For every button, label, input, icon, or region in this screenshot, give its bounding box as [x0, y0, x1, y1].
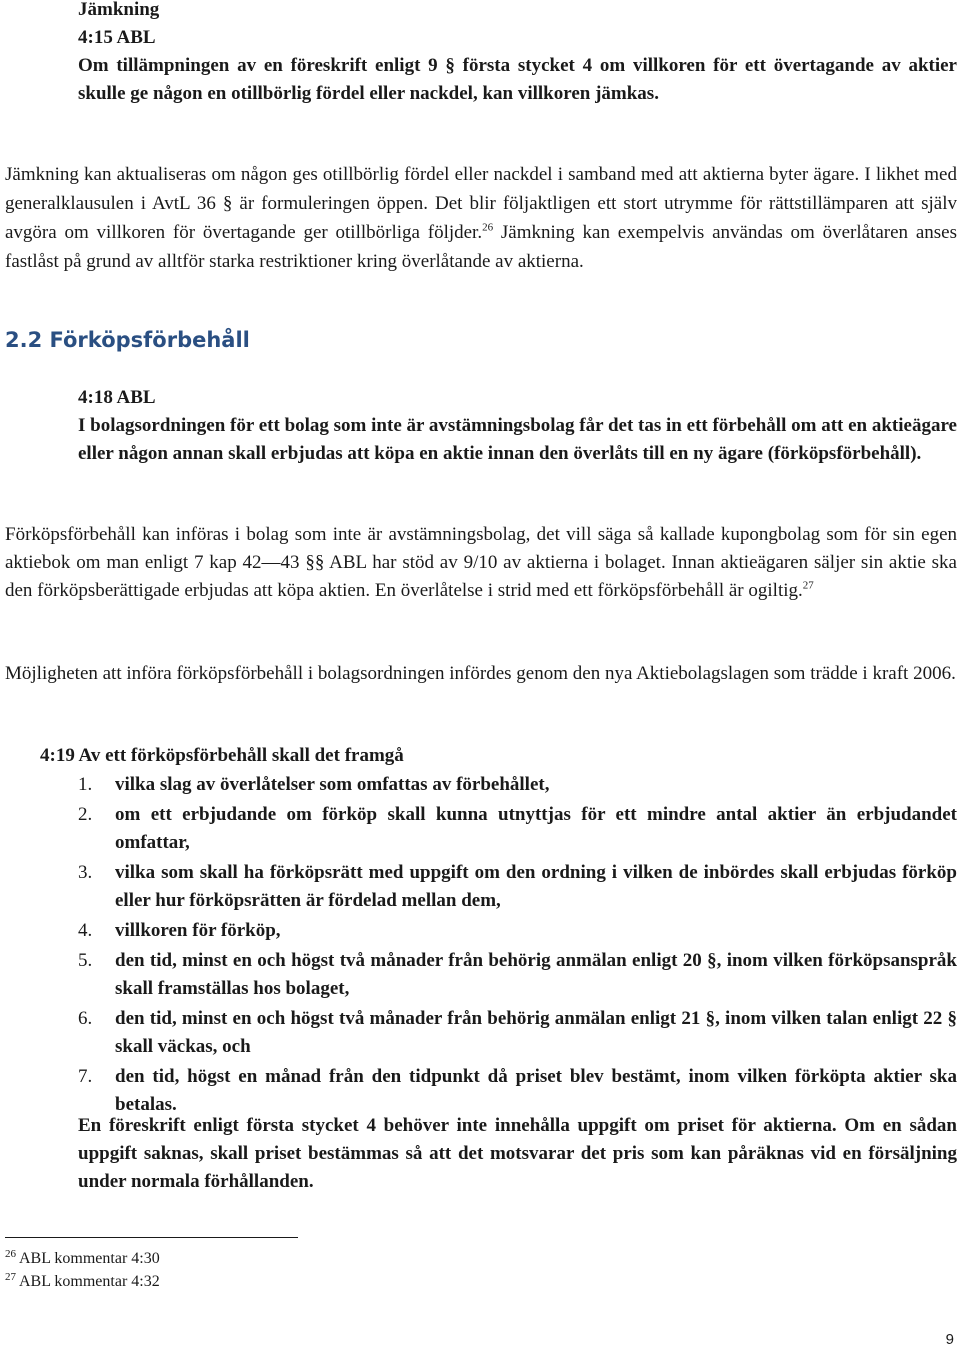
list-item [78, 801, 957, 857]
paragraph-forkop-1 [5, 521, 957, 605]
list-item-number: 3. [78, 862, 93, 883]
closing-paragraph: En föreskrift enligt första stycket 4 behöver inte innehålla uppgift om priset för aktierna. Om en sådan uppgift saknas, skall priset bestämmas så att det motsvarar det pris som kan påräknas vid en försäljning under normala förhållanden. [78, 1115, 957, 1192]
footnote-number: 27 [5, 1270, 16, 1283]
footnote-ref-26[interactable]: 26 [482, 221, 494, 234]
list-item-text: om ett erbjudande om förköp skall kunna utnyttjas för ett mindre antal aktier än erbjudandet omfattar, [115, 804, 957, 853]
list-item-number: 6. [78, 1008, 93, 1029]
paragraph-forkop-2: Möjligheten att införa förköpsförbehåll i bolagsordningen infördes genom den nya Aktiebolagslagen som trädde i kraft 2006. [5, 663, 956, 684]
list-item-text: vilka slag av överlåtelser som omfattas av förbehållet, [115, 774, 550, 795]
footnote-number: 26 [5, 1247, 16, 1260]
footnote-text: ABL kommentar 4:30 [19, 1250, 160, 1267]
law-ref-4-15: 4:15 ABL [78, 27, 156, 48]
footnote-ref-27[interactable]: 27 [802, 579, 814, 592]
list-item-text: den tid, minst en och högst två månader från behörig anmälan enligt 21 §, inom vilken talan enligt 22 § skall väckas, och [115, 1008, 957, 1057]
list-item [78, 1005, 957, 1061]
list-item [78, 859, 957, 915]
list-item-number: 5. [78, 950, 93, 971]
list-item-number: 7. [78, 1066, 93, 1087]
list-item-text: den tid, minst en och högst två månader från behörig anmälan enligt 20 §, inom vilken förköpsanspråk skall framställas hos bolaget, [115, 950, 957, 999]
list-item [78, 771, 957, 799]
paragraph-jamkning-text-a: Jämkning kan aktualiseras om någon ges otillbörlig fördel eller nackdel i samband med att aktierna byter ägare. I likhet med generalklausulen i AvtL 36 § är formuleringen öppen. Det blir följaktligen ett stort utrymme för rättstillämparen att själv avgöra om villkoren för övertagande ger otillbörliga följder. [5, 164, 957, 243]
footnote-text: ABL kommentar 4:32 [19, 1273, 160, 1290]
footnote-26 [5, 1248, 160, 1270]
law-ref-4-18: 4:18 ABL [78, 387, 156, 408]
list-item-text: vilka som skall ha förköpsrätt med uppgift om den ordning i vilken de inbördes skall erbjudas förköp eller hur förköpsrätten är fördelad mellan dem, [115, 862, 957, 911]
requirements-list [78, 771, 957, 1121]
paragraph-forkop-1-text: Förköpsförbehåll kan införas i bolag som inte är avstämningsbolag, det vill säga så kallade kupongbolag som för sin egen aktiebok om man enligt 7 kap 42—43 §§ ABL har stöd av 9/10 av aktierna i bolaget. Innan aktieägaren säljer sin aktie ska den förköpsberättigade erbjudas att köpa aktien. En överlåtelse i strid med ett förköpsförbehåll är ogiltig. [5, 524, 957, 601]
list-item [78, 947, 957, 1003]
quote-4-15: Om tillämpningen av en föreskrift enligt 9 § första stycket 4 om villkoren för ett övertagande av aktier skulle ge någon en otillbörlig fördel eller nackdel, kan villkoren jämkas. [78, 55, 957, 104]
list-title-4-19: 4:19 Av ett förköpsförbehåll skall det framgå [40, 745, 404, 766]
list-item-number: 4. [78, 920, 93, 941]
list-item-number: 1. [78, 774, 93, 795]
list-item [78, 1063, 957, 1119]
section-title-jamkning: Jämkning [78, 0, 160, 20]
list-item-number: 2. [78, 804, 93, 825]
page-number: 9 [945, 1331, 954, 1348]
list-item-text: villkoren för förköp, [115, 920, 281, 941]
footnote-27 [5, 1271, 160, 1293]
quote-4-18: I bolagsordningen för ett bolag som inte är avstämningsbolag får det tas in ett förbehåll om att en aktieägare eller någon annan skall erbjudas att köpa en aktie innan den överlåts till en ny ägare (förköpsförbehåll). [78, 415, 957, 464]
list-item-text: den tid, högst en månad från den tidpunkt då priset blev bestämt, inom vilken förköpta aktier ska betalas. [115, 1066, 957, 1115]
footnote-divider [5, 1237, 298, 1238]
section-heading-forkopsforbehall: 2.2 Förköpsförbehåll [5, 328, 250, 352]
list-item [78, 917, 957, 945]
paragraph-jamkning [5, 160, 957, 276]
paragraph-jamkning-text-b: Jämkning kan exempelvis användas om överlåtaren anses fastlåst på grund av alltför starka restriktioner kring överlåtande av aktierna. [5, 222, 957, 272]
